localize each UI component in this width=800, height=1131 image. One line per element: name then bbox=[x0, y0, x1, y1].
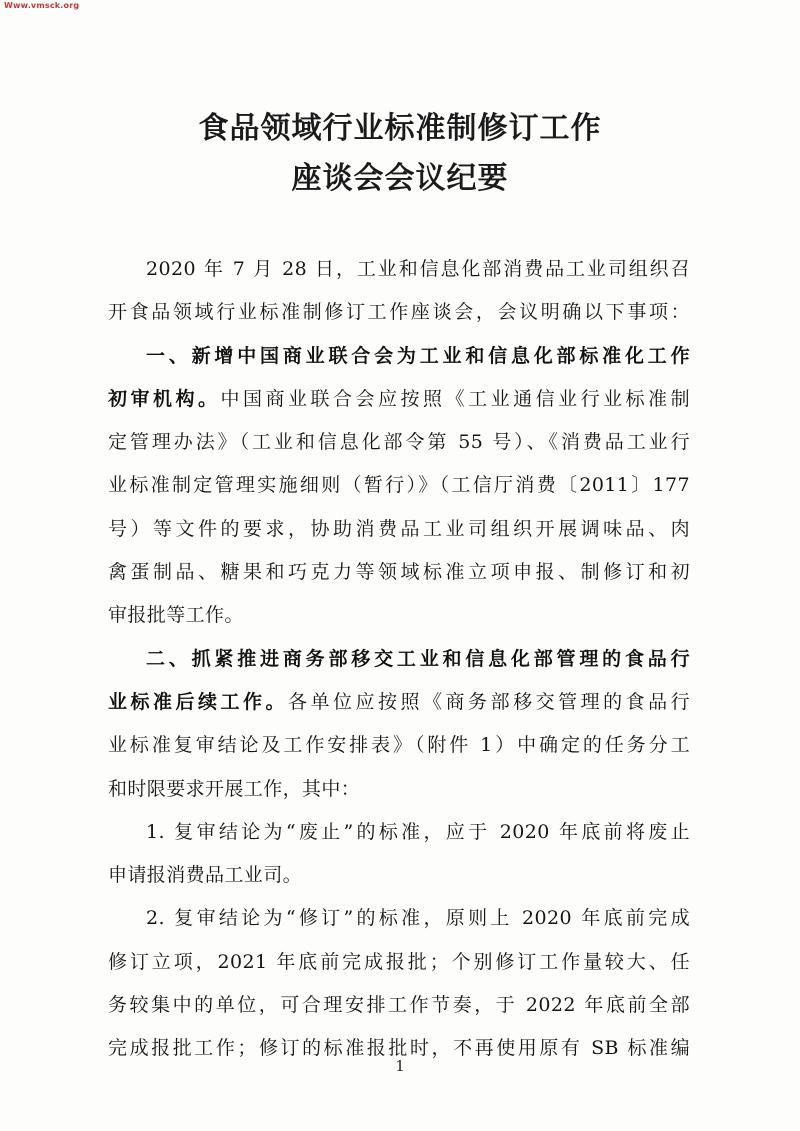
title-line-2: 座谈会会议纪要 bbox=[291, 161, 509, 196]
list-item-2: 2. 复审结论为“修订”的标准，原则上 2020 年底前完成 bbox=[146, 907, 690, 930]
list-item-2-cont-2: 务较集中的单位，可合理安排工作节奏，于 2022 年底前全部 bbox=[108, 994, 690, 1017]
section-heading-2: 二、抓紧推进商务部移交工业和信息化部管理的食品行 bbox=[146, 647, 690, 670]
list-item-2-cont-3: 完成报批工作；修订的标准报批时，不再使用原有 SB 标准编 bbox=[108, 1037, 690, 1060]
body-line-13: 和时限要求开展工作，其中： bbox=[108, 777, 361, 800]
body-line-2: 开食品领域行业标准制修订工作座谈会，会议明确以下事项： bbox=[108, 301, 690, 324]
body-line-6: 业标准制定管理实施细则（暂行）》（工信厅消费〔2011〕177 bbox=[108, 474, 690, 497]
list-item-1: 1. 复审结论为“废止”的标准，应于 2020 年底前将废止 bbox=[146, 820, 690, 843]
body-line-11-text: 各单位应按照《商务部移交管理的食品行 bbox=[288, 690, 690, 713]
list-item-1-cont: 申请报消费品工业司。 bbox=[108, 864, 303, 887]
body-line-4-text: 中国商业联合会应按照《工业通信业行业标准制 bbox=[220, 387, 690, 410]
body-line-4 bbox=[108, 378, 690, 421]
page-number: 1 bbox=[395, 1057, 405, 1075]
site-watermark: Www.vmsck.org bbox=[4, 1, 80, 10]
body-line-5: 定管理办法》（工业和信息化部令第 55 号）、《消费品工业行 bbox=[108, 431, 690, 454]
body-line-8: 禽蛋制品、糖果和巧克力等领域标准立项申报、制修订和初 bbox=[108, 561, 690, 584]
section-heading-1-end: 初审机构。 bbox=[108, 387, 221, 410]
body-line-1: 2020 年 7 月 28 日，工业和信息化部消费品工业司组织召 bbox=[146, 258, 690, 280]
title-line-1: 食品领域行业标准制修订工作 bbox=[198, 111, 602, 146]
body-line-7: 号）等文件的要求，协助消费品工业司组织开展调味品、肉 bbox=[108, 517, 690, 540]
list-item-2-cont-1: 修订立项，2021 年底前完成报批；个别修订工作量较大、任 bbox=[108, 950, 690, 973]
document-body bbox=[108, 248, 690, 1071]
body-line-9: 审报批等工作。 bbox=[108, 604, 244, 627]
section-heading-2-end: 业标准后续工作。 bbox=[108, 690, 289, 713]
document-title bbox=[0, 104, 800, 204]
body-line-11 bbox=[108, 681, 690, 724]
body-line-12: 业标准复审结论及工作安排表》（附件 1）中确定的任务分工 bbox=[108, 734, 690, 757]
section-heading-1: 一、新增中国商业联合会为工业和信息化部标准化工作 bbox=[146, 344, 690, 367]
